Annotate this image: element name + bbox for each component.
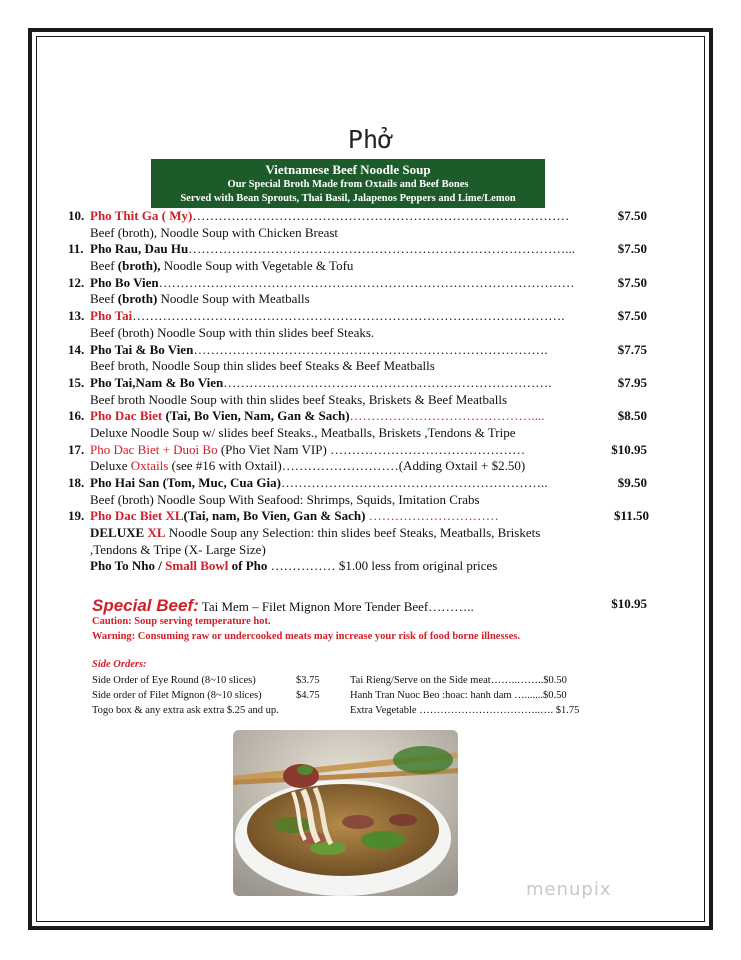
side-order-item: Extra Vegetable ……………………………..…. $1.75 [350, 705, 580, 716]
item-name-red: Pho Dac Biet XL [90, 508, 184, 524]
pho-bowl-photo [233, 730, 458, 896]
desc-text: …………… $1.00 less from original prices [267, 558, 498, 574]
item-number: 12. [68, 274, 85, 290]
menu-item-desc [68, 358, 653, 375]
warning-note: Warning: Consuming raw or undercooked meats may increase your risk of food borne illnesses. [92, 631, 520, 642]
menu-item-desc [68, 291, 653, 308]
menu-item-12 [68, 275, 653, 292]
menu-item-desc [68, 492, 653, 509]
item-number: 11. [68, 241, 84, 257]
item-description [90, 458, 525, 475]
item-description: Beef broth, Noodle Soup thin slides beef Steaks & Beef Meatballs [90, 358, 435, 374]
menu-item-desc [68, 325, 653, 342]
item-number: 18. [68, 475, 85, 490]
item-name-text: Pho Tai,Nam & Bo Vien [90, 374, 224, 390]
dot-leader: …………………………………………………………………. [223, 374, 552, 390]
menu-item-13 [68, 308, 653, 325]
item-price: $7.50 [617, 308, 647, 324]
side-order-item [92, 703, 279, 718]
item-number: 19. [68, 508, 85, 524]
item-name [90, 375, 552, 392]
item-name-text: (Tai, Bo Vien, Nam, Gan & Sach) [162, 408, 350, 424]
special-beef [92, 596, 474, 616]
menu-item-15 [68, 375, 653, 392]
item-name-text: Pho Tai & Bo Vien [90, 341, 194, 357]
item-name [90, 208, 569, 225]
menu-item-17 [68, 442, 653, 459]
banner-subheading: Our Special Broth Made from Oxtails and Beef Bones [227, 179, 469, 190]
item-name [90, 241, 575, 258]
side-label: Side Order of Eye Round (8~10 slices) [92, 675, 256, 686]
desc-red: Small Bowl [165, 558, 229, 574]
special-price: $10.95 [611, 596, 647, 611]
item-number: 13. [68, 308, 85, 324]
item-description: Beef (broth) Noodle Soup with thin slides beef Steaks. [90, 324, 375, 340]
item-price: $7.75 [617, 341, 647, 357]
side-order-item: Hanh Tran Nuoc Beo :hoac: hanh dam ….......$0.50 [350, 690, 567, 701]
item-price: $11.50 [613, 508, 649, 524]
item-name [90, 342, 548, 359]
item-description: Beef (broth) Noodle Soup with Meatballs [90, 291, 310, 307]
caution-note: Caution: Soup serving temperature hot. [92, 616, 271, 627]
side-label: Side order of Filet Mignon (8~10 slices) [92, 690, 262, 701]
dot-leader: ……………………………………… [330, 441, 526, 457]
menu-item-desc [68, 425, 653, 442]
item-name [90, 508, 499, 525]
desc-text: Noodle Soup any Selection: thin slides beef Steaks, Meatballs, Briskets [165, 525, 541, 541]
item-price: $7.95 [617, 374, 647, 390]
item-name [90, 408, 545, 425]
item-price: $7.50 [617, 241, 647, 257]
item-number: 15. [68, 374, 85, 390]
menu-list [68, 208, 653, 575]
item-price: $7.50 [617, 274, 647, 290]
item-description: Beef (broth), Noodle Soup with Vegetable & Tofu [90, 258, 354, 274]
item-name [90, 442, 525, 459]
menu-item-desc [68, 525, 653, 542]
side-orders-left [92, 673, 320, 718]
item-name [90, 308, 565, 325]
dot-leader: …………………………………….... [349, 408, 545, 424]
item-name [90, 475, 547, 492]
item-description: Beef broth Noodle Soup with thin slides beef Steaks, Briskets & Beef Meatballs [90, 391, 508, 407]
side-orders-right [350, 673, 579, 718]
menu-item-desc [68, 542, 653, 559]
item-name-text: (Tai, nam, Bo Vien, Gan & Sach) [183, 508, 366, 524]
side-price: $4.75 [296, 690, 320, 701]
desc-red: Oxtails [130, 458, 169, 474]
dot-leader: ……………………………………………………………………………... [188, 241, 575, 257]
item-name-text: Pho Rau, Dau Hu [90, 241, 189, 257]
item-price: $7.50 [617, 208, 647, 223]
desc-text: Deluxe [90, 458, 131, 474]
desc-red: XL [147, 525, 166, 541]
item-description: Beef (broth), Noodle Soup with Chicken Breast [90, 224, 339, 240]
header-banner [151, 159, 545, 208]
menu-item-19 [68, 508, 653, 525]
menu-item-18 [68, 475, 653, 492]
menu-item-11 [68, 241, 653, 258]
menu-item-desc [68, 392, 653, 409]
menu-item-desc [68, 458, 653, 475]
side-order-item [92, 688, 320, 703]
side-orders-title: Side Orders: [92, 659, 147, 670]
side-order-item: Tai Rieng/Serve on the Side meat……..……..$0.50 [350, 675, 567, 686]
item-name-text: (Pho Viet Nam VIP) [217, 441, 327, 457]
desc-bold: DELUXE [90, 525, 148, 541]
special-text: Tai Mem – Filet Mignon More Tender Beef……….. [198, 599, 474, 614]
item-name-red: Pho Dac Biet + Duoi Bo [90, 441, 218, 457]
desc-bold: Pho To Nho / [90, 558, 166, 574]
item-name-red: Pho Tai [90, 308, 133, 324]
item-price: $10.95 [611, 441, 647, 457]
menu-item-14 [68, 342, 653, 359]
item-name [90, 275, 575, 292]
item-name-text: Pho Bo Vien [90, 274, 159, 290]
item-description: Beef (broth) Noodle Soup With Seafood: Shrimps, Squids, Imitation Crabs [90, 491, 480, 507]
item-name-red: Pho Thit Ga ( My) [90, 208, 193, 223]
item-name-red: Pho Dac Biet [90, 408, 163, 424]
page-title: Phở [347, 125, 394, 154]
item-number: 17. [68, 441, 85, 457]
menu-item-16 [68, 408, 653, 425]
dot-leader: …………………………………………………….. [280, 475, 548, 490]
side-order-item [92, 673, 320, 688]
item-description: Deluxe Noodle Soup w/ slides beef Steaks., Meatballs, Briskets ,Tendons & Tripe [90, 424, 516, 440]
item-price: $8.50 [617, 408, 647, 424]
menu-item-desc [68, 258, 653, 275]
side-label: Togo box & any extra ask extra $.25 and up. [92, 705, 279, 716]
menu-item-10 [68, 208, 653, 225]
menu-item-desc [68, 558, 653, 575]
item-name-text: Pho Hai San (Tom, Muc, Cua Gia) [90, 475, 281, 490]
item-number: 14. [68, 341, 85, 357]
dot-leader: ………………………… [368, 508, 499, 524]
banner-heading: Vietnamese Beef Noodle Soup [265, 162, 431, 177]
dot-leader: ………………………………………………………………………. [193, 341, 548, 357]
desc-text: (see #16 with Oxtail)………………………(Adding Oxtail + $2.50) [168, 458, 526, 474]
item-description: ,Tendons & Tripe (X- Large Size) [90, 541, 266, 557]
special-label: Special Beef: [92, 596, 199, 615]
pho-bowl-illustration [233, 730, 458, 896]
side-price: $3.75 [296, 675, 320, 686]
menu-item-desc [68, 225, 653, 242]
watermark-logo: menupix [526, 879, 612, 900]
item-number: 10. [68, 208, 85, 223]
item-description [90, 525, 540, 542]
dot-leader: ………………………………………………………………………………………. [132, 308, 565, 324]
dot-leader: …………………………………………………………………………………… [158, 274, 575, 290]
dot-leader: …………………………………………………………………………… [192, 208, 570, 223]
desc-bold: of Pho [228, 558, 268, 574]
item-description [90, 558, 497, 575]
banner-served-with: Served with Bean Sprouts, Thai Basil, Jalapenos Peppers and Lime/Lemon [180, 193, 516, 204]
item-price: $9.50 [617, 475, 647, 490]
item-number: 16. [68, 408, 85, 424]
